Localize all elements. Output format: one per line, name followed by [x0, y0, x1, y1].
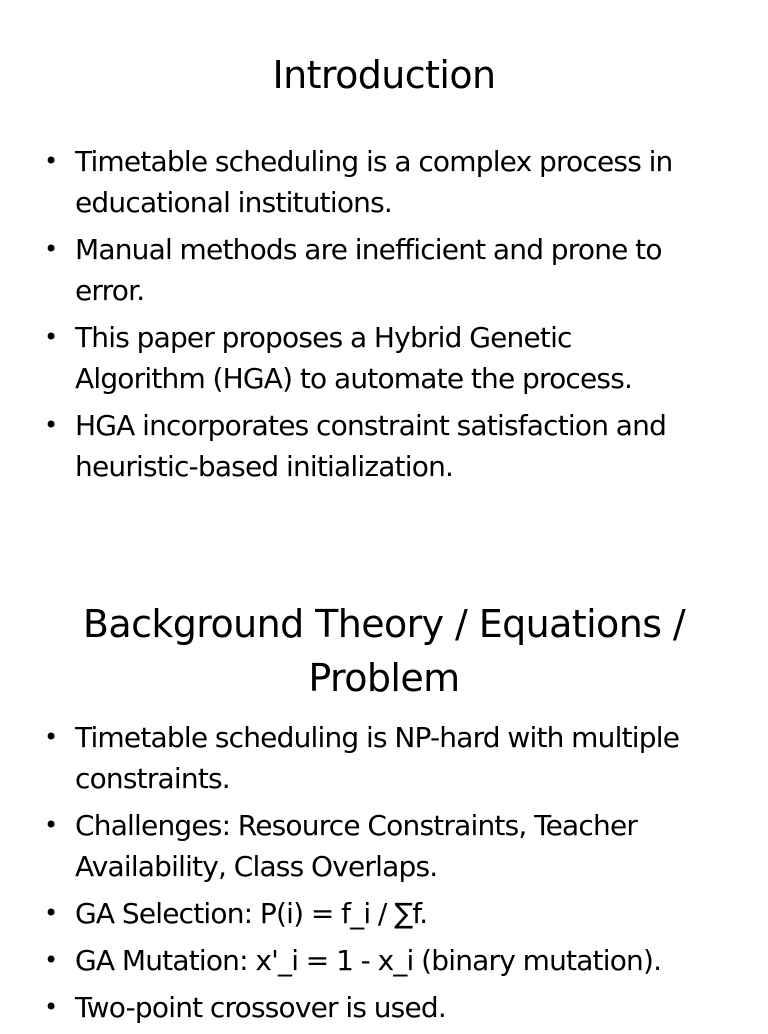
bullet-item: [0, 405, 700, 487]
bullet-text: Two-point crossover is used.: [75, 991, 446, 1024]
bullet-list: [0, 717, 700, 1034]
bullet-icon: •: [44, 946, 58, 974]
bullet-text: GA Selection: P(i) = f_i / ∑f.: [75, 897, 428, 930]
bullet-icon: •: [44, 899, 58, 927]
bullet-item: [0, 987, 700, 1028]
bullet-item: [0, 317, 700, 399]
bullet-text: GA Mutation: x'_i = 1 - x_i (binary mutation).: [75, 944, 662, 977]
bullet-item: [0, 717, 700, 799]
bullet-text: Manual methods are inefficient and prone to error.: [75, 233, 662, 307]
bullet-icon: •: [44, 411, 58, 439]
bullet-list: [0, 141, 700, 493]
bullet-item: [0, 229, 700, 311]
slide-title: Background Theory / Equations / Problem: [82, 602, 686, 700]
bullet-icon: •: [44, 993, 58, 1021]
bullet-item: [0, 805, 700, 887]
slide-title: Introduction: [272, 53, 496, 97]
bullet-item: [0, 141, 700, 223]
bullet-icon: •: [44, 147, 58, 175]
bullet-text: This paper proposes a Hybrid Genetic Algorithm (HGA) to automate the process.: [75, 321, 633, 395]
bullet-text: Challenges: Resource Constraints, Teacher Availability, Class Overlaps.: [75, 809, 638, 883]
bullet-text: HGA incorporates constraint satisfaction and heuristic-based initialization.: [75, 409, 667, 483]
bullet-item: [0, 940, 700, 981]
bullet-text: Timetable scheduling is a complex process in educational institutions.: [75, 145, 673, 219]
bullet-text: Timetable scheduling is NP-hard with multiple constraints.: [75, 721, 680, 795]
bullet-icon: •: [44, 811, 58, 839]
bullet-item: [0, 893, 700, 934]
bullet-icon: •: [44, 323, 58, 351]
bullet-icon: •: [44, 723, 58, 751]
bullet-icon: •: [44, 235, 58, 263]
